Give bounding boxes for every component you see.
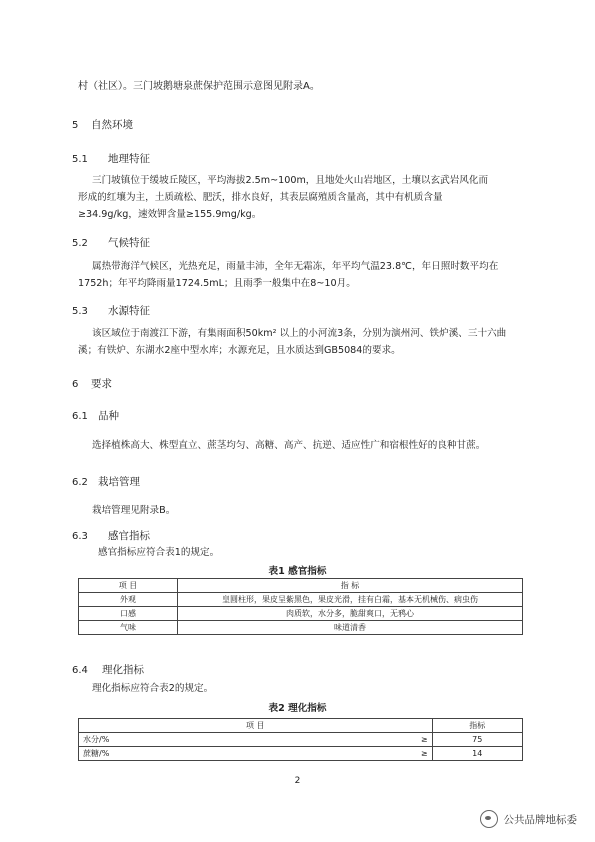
section-5-2-para-1: 属热带海洋气候区，光热充足，雨量丰沛，全年无霜冻，年平均气温23.8℃，年日照时数平均在 [92,261,499,272]
section-5-3-number: 5.3 [72,306,88,317]
table-2-cell: 75 [432,733,522,747]
section-6-2-number: 6.2 [72,477,88,488]
section-5-1-para-1: 三门坡镇位于缓坡丘陵区，平均海拔2.5m~100m，且地处火山岩地区，土壤以玄武岩风化而 [92,175,489,186]
table-1-header-item: 项 目 [79,579,178,593]
section-6-3-para: 感官指标应符合表1的规定。 [98,547,220,558]
table-1-cell: 气味 [79,621,178,635]
section-6-1-title: 品种 [98,410,119,422]
wechat-icon [480,810,498,828]
table-1-cell: 口感 [79,607,178,621]
table-row [79,747,523,761]
section-5-3-para-1: 该区域位于南渡江下游，有集雨面积50km² 以上的小河流3条，分别为演州河、铁炉溪、三十六曲 [92,328,507,339]
watermark [480,810,578,828]
section-6-1-number: 6.1 [72,411,88,422]
table-2-header-indicator: 指标 [432,719,522,733]
section-5-number: 5 [72,120,79,131]
section-5-title: 自然环境 [91,119,133,131]
table-2 [78,718,523,761]
table-2-cell: 14 [432,747,522,761]
section-5-1-title: 地理特征 [108,153,150,165]
section-5-2-title: 气候特征 [108,237,150,249]
table-2-cell: 水分/% [79,733,178,747]
table-1-caption: 表1 感官指标 [268,566,327,577]
table-1 [78,578,523,635]
watermark-text: 公共品牌地标委 [503,813,577,826]
section-5-2-number: 5.2 [72,238,88,249]
section-5-3-title: 水源特征 [108,305,150,317]
top-line: 村（社区）。三门坡鹅塘泉蔗保护范围示意图见附录A。 [78,81,320,92]
section-5-2-para-2: 1752h；年平均降雨量1724.5mL；且雨季一般集中在8~10月。 [78,278,356,289]
table-1-cell: 皇圆柱形，果皮呈紫黑色，果皮光滑，挂有白霜，基本无机械伤、病虫伤 [178,593,523,607]
section-6-4-number: 6.4 [72,665,88,676]
table-2-cell: ≥ [177,733,432,747]
section-6-3-title: 感官指标 [108,530,150,542]
page-number: 2 [294,776,301,786]
table-row [79,733,523,747]
table-2-caption: 表2 理化指标 [268,703,327,714]
table-1-header-row [79,579,523,593]
section-6-number: 6 [72,379,79,390]
table-row [79,621,523,635]
table-1-header-indicator: 指 标 [178,579,523,593]
section-6-3-number: 6.3 [72,531,88,542]
section-6-4-title: 理化指标 [102,664,144,676]
table-2-header-item: 项 目 [79,719,433,733]
section-5-1-para-2: 形成的红壤为主，土质疏松、肥沃，排水良好，其表层腐殖质含量高，其中有机质含量 [78,192,443,203]
table-row [79,607,523,621]
table-2-cell: ≥ [177,747,432,761]
section-6-2-title: 栽培管理 [98,476,140,488]
table-2-cell: 蔗糖/% [79,747,178,761]
section-5-3-para-2: 溪；有铁炉、东湖水2座中型水库；水源充足，且水质达到GB5084的要求。 [78,345,401,356]
section-5-1-number: 5.1 [72,154,88,165]
table-2-header-row [79,719,523,733]
table-1-cell: 肉质软，水分多，脆甜爽口，无鸦心 [178,607,523,621]
section-6-2-para: 栽培管理见附录B。 [92,505,176,516]
section-5-1-para-3: ≥34.9g/kg，速效钾含量≥155.9mg/kg。 [78,209,262,220]
table-1-cell: 味道清香 [178,621,523,635]
section-6-1-para: 选择植株高大、株型直立、蔗茎均匀、高糖、高产、抗逆、适应性广和宿根性好的良种甘蔗。 [92,440,486,451]
section-6-title: 要求 [91,378,112,390]
table-row [79,593,523,607]
section-6-4-para: 理化指标应符合表2的规定。 [92,683,214,694]
table-1-cell: 外观 [79,593,178,607]
